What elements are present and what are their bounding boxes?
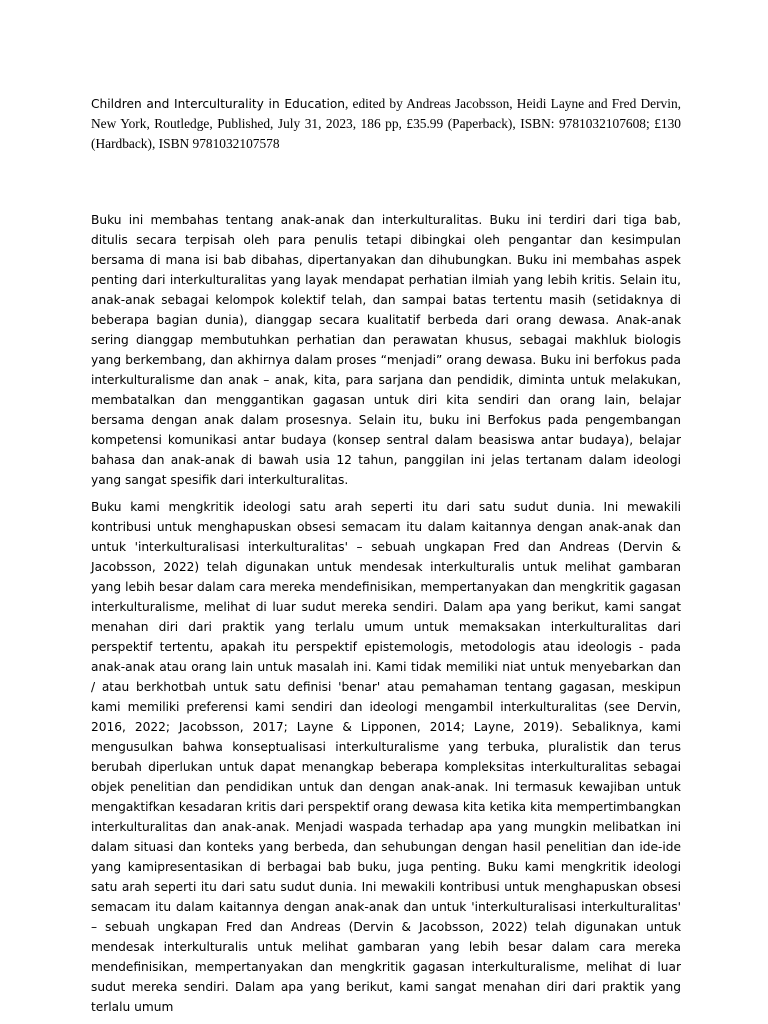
paragraph-intro: Buku ini membahas tentang anak-anak dan interkulturalitas. Buku ini terdiri dari tiga bab, ditulis secara terpisah oleh para penulis tetapi dibingkai oleh pengantar dan kesimpulan bersama di mana isi bab dibahas, dipertanyakan dan dihubungkan. Buku ini membahas aspek penting dari interkulturalitas yang layak mendapat perhatian ilmiah yang lebih kritis. Selain itu, anak-anak sebagai kelompok kolektif telah, dan sampai batas tertentu masih (setidaknya di beberapa bagian dunia), dianggap secara kualitatif berbeda dari orang dewasa. Anak-anak sering dianggap membutuhkan perhatian dan perawatan khusus, sebagai makhluk biologis yang berkembang, dan akhirnya dalam proses “menjadi” orang dewasa. Buku ini berfokus pada interkulturalisme dan anak – anak, kita, para sarjana dan pendidik, diminta untuk melakukan, membatalkan dan menggantikan gagasan untuk diri kita sendiri dan orang lain, belajar bersama dengan anak dalam prosesnya. Selain itu, buku ini Berfokus pada pengembangan kompetensi komunikasi antar budaya (konsep sentral dalam beasiswa antar budaya), belajar bahasa dan anak-anak di bawah usia 12 tahun, panggilan ini jelas tertanam dalam ideologi yang sangat spesifik dari interkulturalitas. (91, 213, 681, 487)
book-citation (91, 94, 681, 154)
citation-details: , edited by Andreas Jacobsson, Heidi Layne and Fred Dervin, New York, Routledge, Published, July 31, 2023, 186 pp, £35.99 (Paperback), ISBN: 9781032107608; £130 (Hardback), ISBN 9781032107578 (91, 96, 681, 151)
paragraph-critique: Buku kami mengkritik ideologi satu arah seperti itu dari satu sudut dunia. Ini mewakili kontribusi untuk menghapuskan obsesi semacam itu dalam kaitannya dengan anak-anak dan untuk 'interkulturalisasi interkulturalitas' – sebuah ungkapan Fred dan Andreas (Dervin & Jacobsson, 2022) telah digunakan untuk mendesak interkulturalis untuk melihat gambaran yang lebih besar dalam cara mereka mendefinisikan, mempertanyakan dan mengkritik gagasan interkulturalisme, melihat di luar sudut mereka sendiri. Dalam apa yang berikut, kami sangat menahan diri dari praktik yang terlalu umum untuk memaksakan interkulturalitas dari perspektif tertentu, apakah itu perspektif epistemologis, metodologis atau ideologis - pada anak-anak atau orang lain untuk masalah ini. Kami tidak memiliki niat untuk menyebarkan dan / atau berkhotbah untuk satu definisi 'benar' atau pemahaman tentang gagasan, meskipun kami memiliki preferensi kami sendiri dan ideologi mengambil interkulturalitas (see Dervin, 2016, 2022; Jacobsson, 2017; Layne & Lipponen, 2014; Layne, 2019). Sebaliknya, kami mengusulkan bahwa konseptualisasi interkulturalisme yang terbuka, pluralistik dan terus berubah diperlukan untuk dapat menangkap beberapa kompleksitas interkulturalitas sebagai objek penelitian dan pendidikan untuk dan dengan anak-anak. Ini termasuk kewajiban untuk mengaktifkan kesadaran kritis dari perspektif orang dewasa kita ketika kita mempertimbangkan interkulturalitas dan anak-anak. Menjadi waspada terhadap apa yang mungkin melibatkan ini dalam situasi dan konteks yang berbeda, dan sehubungan dengan hasil penelitian dan ide-ide yang kamipresentasikan di berbagai bab buku, juga penting. Buku kami mengkritik ideologi satu arah seperti itu dari satu sudut dunia. Ini mewakili kontribusi untuk menghapuskan obsesi semacam itu dalam kaitannya dengan anak-anak dan untuk 'interkulturalisasi interkulturalitas' – sebuah ungkapan Fred dan Andreas (Dervin & Jacobsson, 2022) telah digunakan untuk mendesak interkulturalis untuk melihat gambaran yang lebih besar dalam cara mereka mendefinisikan, mempertanyakan dan mengkritik gagasan interkulturalisme, melihat di luar sudut mereka sendiri. Dalam apa yang berikut, kami sangat menahan diri dari praktik yang terlalu umum (91, 500, 681, 1014)
book-title: Children and Interculturality in Education (91, 97, 346, 111)
